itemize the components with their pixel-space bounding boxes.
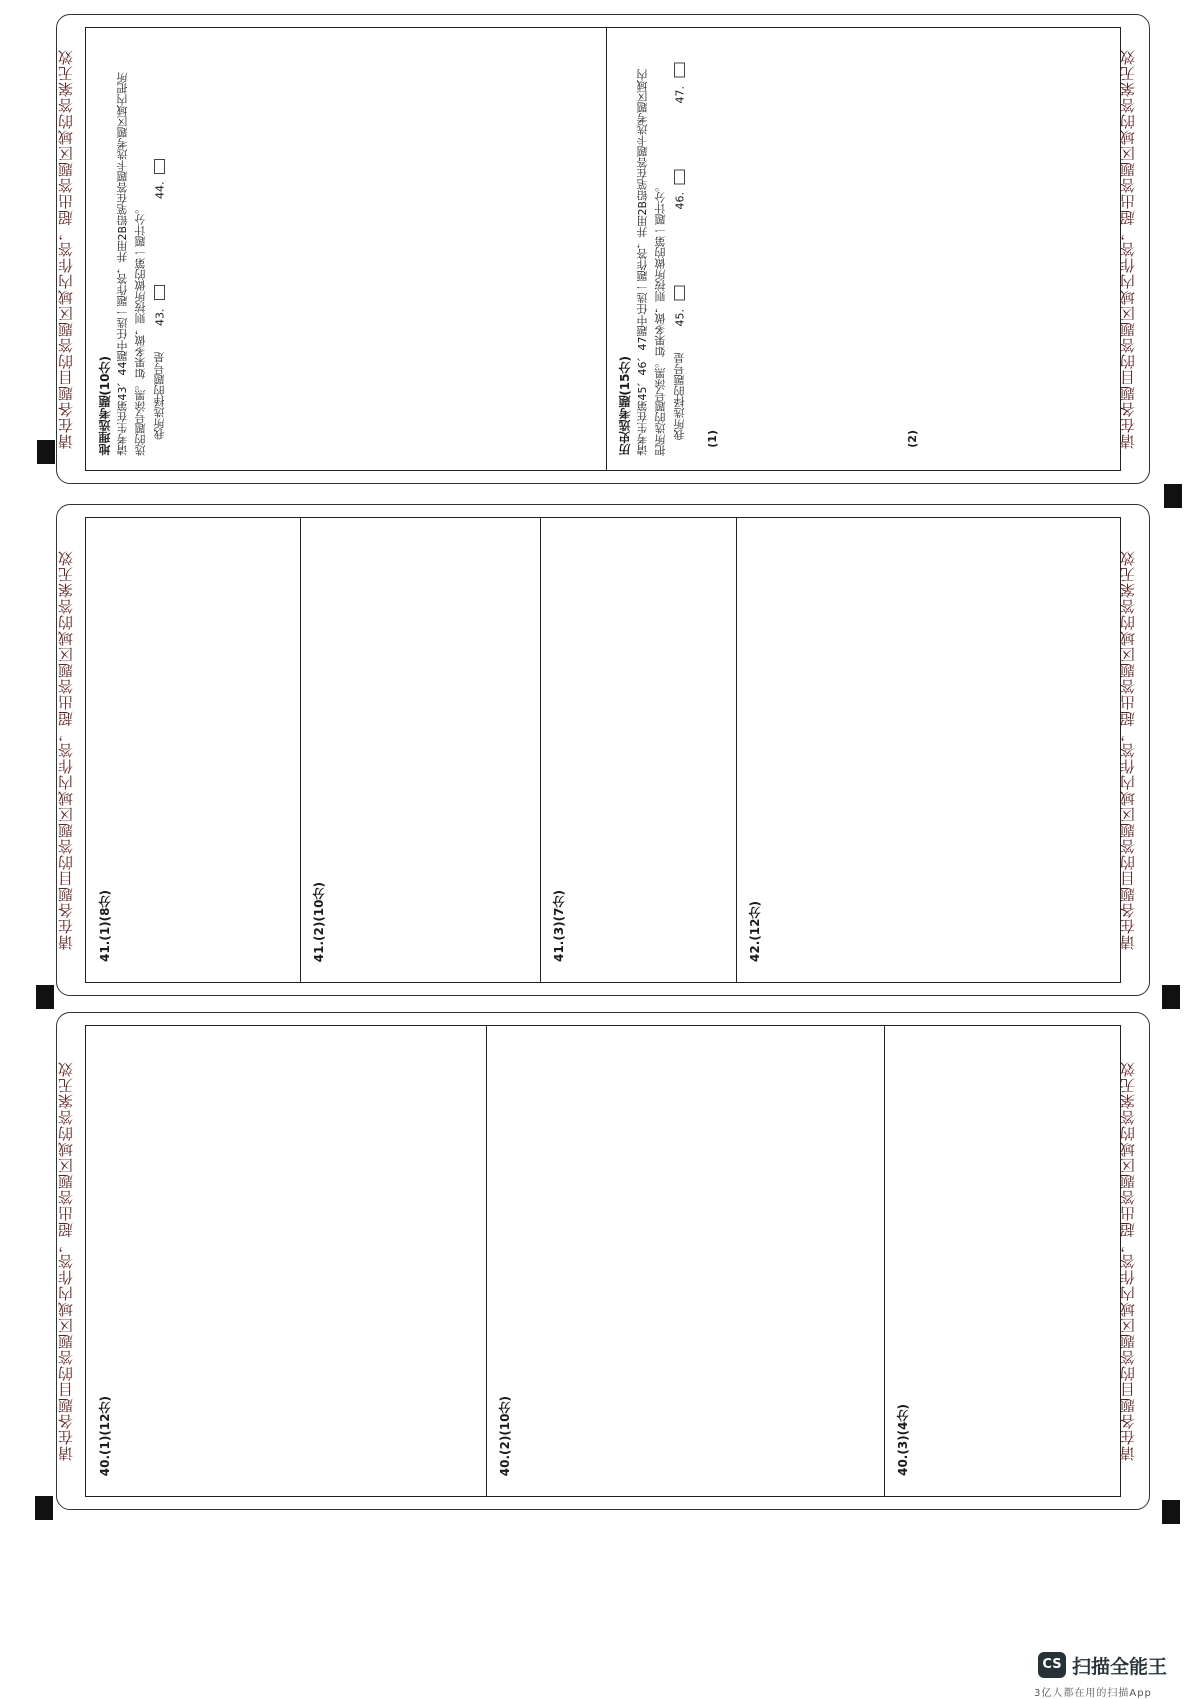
warning-right: 请在各题目的答题区域内作答，超出答题区域的答案无效 bbox=[1119, 550, 1137, 950]
answer-box-42[interactable] bbox=[736, 518, 1120, 982]
option-checkbox[interactable] bbox=[155, 159, 166, 174]
question-label: 40.(2)(10分) bbox=[498, 1395, 512, 1476]
geography-section[interactable] bbox=[86, 28, 607, 470]
option-label: 43. bbox=[153, 308, 167, 326]
warning-right: 请在各题目的答题区域内作答，超出答题区域的答案无效 bbox=[1119, 1061, 1137, 1461]
geography-choice-prompt: 我所选择的题号是 bbox=[153, 352, 166, 440]
option-label: 47. bbox=[673, 85, 687, 103]
answer-box-40-3[interactable] bbox=[884, 1026, 1120, 1496]
history-option-46[interactable] bbox=[674, 169, 687, 210]
option-label: 45. bbox=[673, 308, 687, 326]
geography-choice-row bbox=[152, 159, 168, 440]
question-label: 41.(1)(8分) bbox=[98, 890, 112, 962]
registration-mark-top-right bbox=[1164, 484, 1182, 508]
registration-mark-mid-left bbox=[36, 985, 54, 1009]
question-label: 40.(3)(4分) bbox=[896, 1404, 910, 1476]
geography-title: 地理选考题(10分) bbox=[98, 356, 112, 456]
history-instructions-2: 把所选的题号涂黑。如果多做，则按所做的第一题计分。 bbox=[654, 181, 667, 456]
history-instructions-1: 请考生在第45、46、47题中任选一题作答，并用2B铅笔在答题卡选考题区域内 bbox=[636, 69, 649, 456]
option-checkbox[interactable] bbox=[675, 286, 686, 301]
registration-mark-bottom-right bbox=[1162, 1500, 1180, 1524]
geography-instructions-2: 选的题号涂黑。如果多做，则按所做的第一题计分。 bbox=[134, 203, 147, 456]
question-label: 41.(3)(7分) bbox=[552, 890, 566, 962]
question-label: 42.(12分) bbox=[748, 901, 762, 962]
elective-answer-area bbox=[85, 27, 1121, 471]
warning-right: 请在各题目的答题区域内作答，超出答题区域的答案无效 bbox=[1119, 49, 1137, 449]
answer-box-40-1[interactable] bbox=[86, 1026, 487, 1496]
history-title: 历史选考题(15分) bbox=[618, 356, 632, 456]
panel-41-42 bbox=[56, 504, 1150, 996]
history-choice-row bbox=[672, 63, 688, 441]
history-option-45[interactable] bbox=[674, 286, 687, 327]
geography-option-43[interactable] bbox=[154, 286, 167, 327]
answer-box-41-2[interactable] bbox=[300, 518, 541, 982]
history-part-2: (2) bbox=[906, 430, 919, 448]
answer-box-41-1[interactable] bbox=[86, 518, 301, 982]
answer-area-41-42 bbox=[85, 517, 1121, 983]
camscanner-name: 扫描全能王 bbox=[1072, 1656, 1168, 1678]
camscanner-logo: CS bbox=[1038, 1652, 1066, 1678]
warning-left: 请在各题目的答题区域内作答，超出答题区域的答案无效 bbox=[57, 1061, 75, 1461]
option-label: 46. bbox=[673, 192, 687, 210]
question-label: 40.(1)(12分) bbox=[98, 1395, 112, 1476]
answer-area-40 bbox=[85, 1025, 1121, 1497]
registration-mark-top-left bbox=[37, 440, 55, 464]
history-section[interactable] bbox=[606, 28, 1120, 470]
option-checkbox[interactable] bbox=[155, 286, 166, 301]
history-option-47[interactable] bbox=[674, 63, 687, 104]
option-checkbox[interactable] bbox=[675, 63, 686, 78]
answer-box-41-3[interactable] bbox=[540, 518, 737, 982]
panel-elective bbox=[56, 14, 1150, 484]
geography-instructions-1: 请考生在第43、44题中任选一题作答，并用2B铅笔在答题卡选考题区域内把所 bbox=[116, 72, 129, 456]
warning-left: 请在各题目的答题区域内作答，超出答题区域的答案无效 bbox=[57, 49, 75, 449]
history-part-1: (1) bbox=[706, 430, 719, 448]
camscanner-tagline: 3亿人都在用的扫描App bbox=[1034, 1688, 1152, 1699]
warning-left: 请在各题目的答题区域内作答，超出答题区域的答案无效 bbox=[57, 550, 75, 950]
panel-40 bbox=[56, 1012, 1150, 1510]
registration-mark-bottom-left bbox=[35, 1496, 53, 1520]
option-checkbox[interactable] bbox=[675, 169, 686, 184]
answer-box-40-2[interactable] bbox=[486, 1026, 885, 1496]
question-label: 41.(2)(10分) bbox=[312, 881, 326, 962]
history-choice-prompt: 我所选择的题号是 bbox=[673, 352, 686, 440]
option-label: 44. bbox=[153, 182, 167, 200]
registration-mark-mid-right bbox=[1162, 985, 1180, 1009]
geography-option-44[interactable] bbox=[154, 159, 167, 200]
